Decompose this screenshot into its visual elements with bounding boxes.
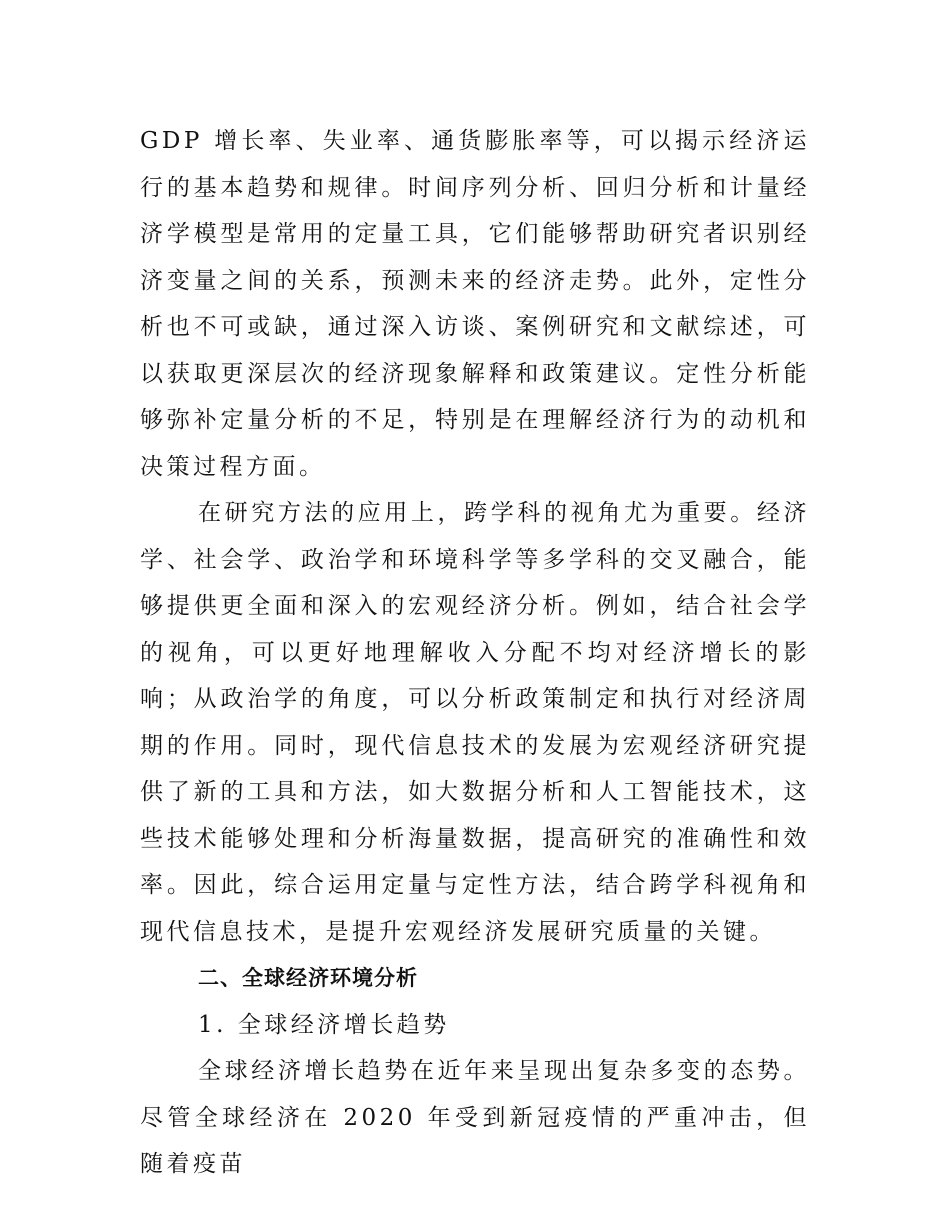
paragraph-interdisciplinary: 在研究方法的应用上，跨学科的视角尤为重要。经济学、社会学、政治学和环境科学等多学科的交叉融合，能够提供更全面和深入的宏观经济分析。例如，结合社会学的视角，可以更好地理解收入分配不均对经济增长的影响；从政治学的角度，可以分析政策制定和执行对经济周期的作用。同时，现代信息技术的发展为宏观经济研究提供了新的工具和方法，如大数据分析和人工智能技术，这些技术能够处理和分析海量数据，提高研究的准确性和效率。因此，综合运用定量与定性方法，结合跨学科视角和现代信息技术，是提升宏观经济发展研究质量的关键。 xyxy=(140,500,810,945)
section-heading: 二、全球经济环境分析 xyxy=(198,966,418,990)
paragraph-global-growth: 全球经济增长趋势在近年来呈现出复杂多变的态势。尽管全球经济在 2020 年受到新冠疫情的严重冲击，但随着疫苗 xyxy=(140,1058,810,1177)
subsection-heading: 1. 全球经济增长趋势 xyxy=(198,1011,450,1038)
paragraph-research-methods: GDP 增长率、失业率、通货膨胀率等，可以揭示经济运行的基本趋势和规律。时间序列分析、回归分析和计量经济学模型是常用的定量工具，它们能够帮助研究者识别经济变量之间的关系，预测未来的经济走势。此外，定性分析也不可或缺，通过深入访谈、案例研究和文献综述，可以获取更深层次的经济现象解释和政策建议。定性分析能够弥补定量分析的不足，特别是在理解经济行为的动机和决策过程方面。 xyxy=(140,128,810,480)
document-body xyxy=(140,118,810,1188)
